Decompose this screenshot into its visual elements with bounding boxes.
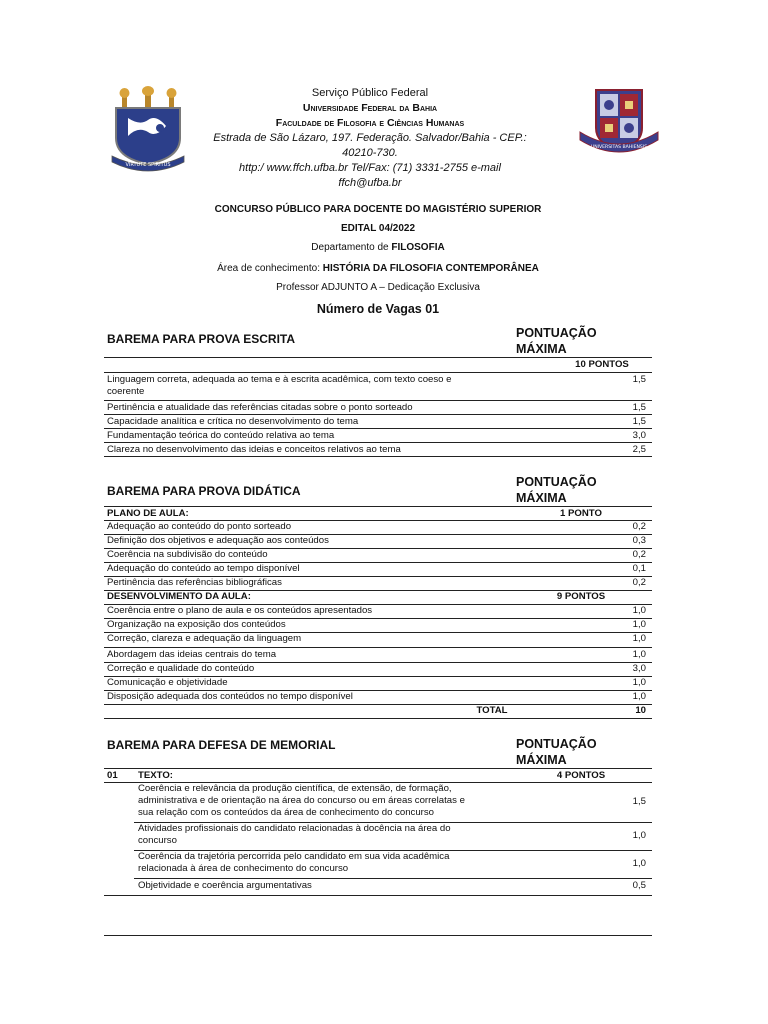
criterion-label: Adequação ao conteúdo do ponto sorteado [107, 521, 292, 532]
criterion-value: 1,5 [632, 796, 646, 807]
criterion-label: Adequação do conteúdo ao tempo disponível [107, 563, 300, 574]
criterion-label: Capacidade analítica e crítica no desenvolvimento do tema [107, 416, 359, 427]
professor-line: Professor ADJUNTO A – Dedicação Exclusiva [276, 282, 480, 293]
criterion-label [138, 823, 538, 847]
criterion-value: 0,2 [632, 577, 646, 588]
departamento-prefix: Departamento de [311, 242, 392, 253]
criterion-label [138, 783, 538, 819]
criterion-label-line1: Linguagem correta, adequada ao tema e à escrita acadêmica, com texto coeso e [107, 374, 452, 385]
criterion-label: Comunicação e objetividade [107, 677, 228, 688]
escrita-pont-line2: MÁXIMA [516, 342, 567, 356]
escrita-pont-line1: PONTUAÇÃO [516, 326, 597, 340]
criterion-label: Fundamentação teórica do conteúdo relativa ao tema [107, 430, 335, 441]
memorial-pont-line2: MÁXIMA [516, 753, 567, 767]
ffch-logo [578, 86, 660, 160]
divider [104, 442, 652, 443]
memorial-pont-line1: PONTUAÇÃO [516, 737, 597, 751]
desenvolvimento-label: DESENVOLVIMENTO DA AULA: [107, 591, 251, 602]
criterion-value: 1,0 [632, 649, 646, 660]
area-value: HISTÓRIA DA FILOSOFIA CONTEMPORÂNEA [322, 263, 539, 274]
didatica-pont-line1: PONTUAÇÃO [516, 475, 597, 489]
plano-points: 1 PONTO [560, 508, 602, 519]
criterion-value: 1,5 [632, 416, 646, 427]
divider [134, 878, 652, 879]
header-faculdade: Faculdade de Filosofia e Ciências Humanas [275, 117, 465, 129]
criterion-value: 3,0 [632, 663, 646, 674]
criterion-label-line2: concurso [138, 835, 177, 846]
criterion-label: Objetividade e coerência argumentativas [138, 880, 312, 891]
table-row [104, 851, 652, 877]
criterion-value: 0,2 [632, 521, 646, 532]
ufba-logo [108, 86, 188, 172]
table-row [104, 374, 652, 400]
criterion-label: Organização na exposição dos conteúdos [107, 619, 286, 630]
concurso-title: CONCURSO PÚBLICO PARA DOCENTE DO MAGISTÉRIO SUPERIOR [214, 204, 542, 215]
total-value: 10 [635, 705, 646, 716]
divider [104, 428, 652, 429]
right-logo-motto: UNIVERSITAS BAHIENSIS [590, 145, 648, 150]
criterion-label: Correção e qualidade do conteúdo [107, 663, 255, 674]
criterion-value: 2,5 [632, 444, 646, 455]
area-prefix: Área de conhecimento: [217, 263, 323, 274]
criterion-value: 1,0 [632, 691, 646, 702]
criterion-label: Definição dos objetivos e adequação aos conteúdos [107, 535, 329, 546]
table-row [104, 823, 652, 849]
divider [104, 935, 652, 936]
memorial-pontuacao-header [516, 736, 636, 768]
divider [104, 414, 652, 415]
desenvolvimento-points: 9 PONTOS [556, 591, 606, 602]
departamento-value: FILOSOFIA [391, 242, 445, 253]
criterion-value: 1,0 [632, 619, 646, 630]
criterion-label-line1: Coerência e relevância da produção científica, de extensão, de formação, [138, 783, 452, 794]
criterion-value: 1,5 [632, 402, 646, 413]
texto-label: TEXTO: [138, 770, 174, 781]
criterion-value: 1,0 [632, 858, 646, 869]
criterion-label-line3: sua relação com os conteúdos da área de conhecimento do concurso [138, 807, 434, 818]
criterion-value: 1,0 [632, 677, 646, 688]
header-cep: 40210-730. [342, 147, 398, 159]
criterion-label: Pertinência e atualidade das referências citadas sobre o ponto sorteado [107, 402, 413, 413]
left-logo-motto: VIRTUTE SPIRITUS [125, 162, 171, 168]
divider [104, 400, 652, 401]
item-number: 01 [107, 770, 118, 781]
criterion-label: Pertinência das referências bibliográficas [107, 577, 282, 588]
criterion-value: 0,3 [632, 535, 646, 546]
divider [104, 895, 652, 896]
criterion-label: Coerência entre o plano de aula e os conteúdos apresentados [107, 605, 373, 616]
criterion-value: 0,5 [632, 880, 646, 891]
criterion-label-line2: administrativa e de orientação na área do concurso ou em áreas correlatas e [138, 795, 465, 806]
criterion-label-line2: coerente [107, 386, 145, 397]
criterion-label: Correção, clareza e adequação da linguagem [107, 633, 302, 644]
criterion-label: Clareza no desenvolvimento das ideias e conceitos relativos ao tema [107, 444, 401, 455]
criterion-value: 1,0 [632, 633, 646, 644]
criterion-value: 1,0 [632, 605, 646, 616]
criterion-value: 3,0 [632, 430, 646, 441]
escrita-title: BAREMA PARA PROVA ESCRITA [107, 332, 296, 346]
escrita-total-points: 10 PONTOS [575, 359, 629, 370]
criterion-label [138, 851, 538, 875]
criterion-label: Coerência na subdivisão do conteúdo [107, 549, 268, 560]
departamento-line [104, 242, 652, 254]
criterion-label-line1: Atividades profissionais do candidato relacionadas à docência na área do [138, 823, 451, 834]
didatica-pont-line2: MÁXIMA [516, 491, 567, 505]
criterion-value: 1,0 [632, 830, 646, 841]
divider [104, 372, 652, 373]
divider [104, 456, 652, 457]
divider [104, 704, 652, 705]
didatica-pontuacao-header [516, 474, 636, 506]
criterion-value: 0,2 [632, 549, 646, 560]
divider [104, 647, 652, 648]
criterion-label: Abordagem das ideias centrais do tema [107, 649, 277, 660]
criterion-label-line2: relacionada à área de conhecimento do concurso [138, 863, 349, 874]
divider [104, 506, 652, 507]
criterion-value: 1,5 [632, 374, 646, 385]
texto-points: 4 PONTOS [556, 770, 606, 781]
edital-title: EDITAL 04/2022 [340, 223, 416, 234]
vagas-title: Número de Vagas 01 [316, 302, 440, 316]
header-universidade: Universidade Federal da Bahia [302, 102, 438, 114]
memorial-title: BAREMA PARA DEFESA DE MEMORIAL [107, 738, 336, 752]
header-address: Estrada de São Lázaro, 197. Federação. Salvador/Bahia - CEP.: [213, 132, 527, 144]
criterion-label [107, 374, 502, 398]
criterion-label-line1: Coerência da trajetória percorrida pelo candidato em sua vida acadêmica [138, 851, 450, 862]
criterion-label: Disposição adequada dos conteúdos no tempo disponível [107, 691, 353, 702]
header-servico: Serviço Público Federal [311, 87, 429, 99]
table-row [104, 783, 652, 821]
header-contact: http:/ www.ffch.ufba.br Tel/Fax: (71) 3331-2755 e-mail [239, 162, 501, 174]
header-email: ffch@ufba.br [338, 177, 402, 189]
escrita-pontuacao-header [516, 325, 636, 357]
plano-label: PLANO DE AULA: [107, 508, 189, 519]
total-label: TOTAL [476, 705, 508, 716]
divider [104, 768, 652, 769]
criterion-value: 0,1 [632, 563, 646, 574]
divider [104, 357, 652, 358]
area-line [104, 263, 652, 275]
divider [104, 718, 652, 719]
didatica-title: BAREMA PARA PROVA DIDÁTICA [107, 484, 301, 498]
